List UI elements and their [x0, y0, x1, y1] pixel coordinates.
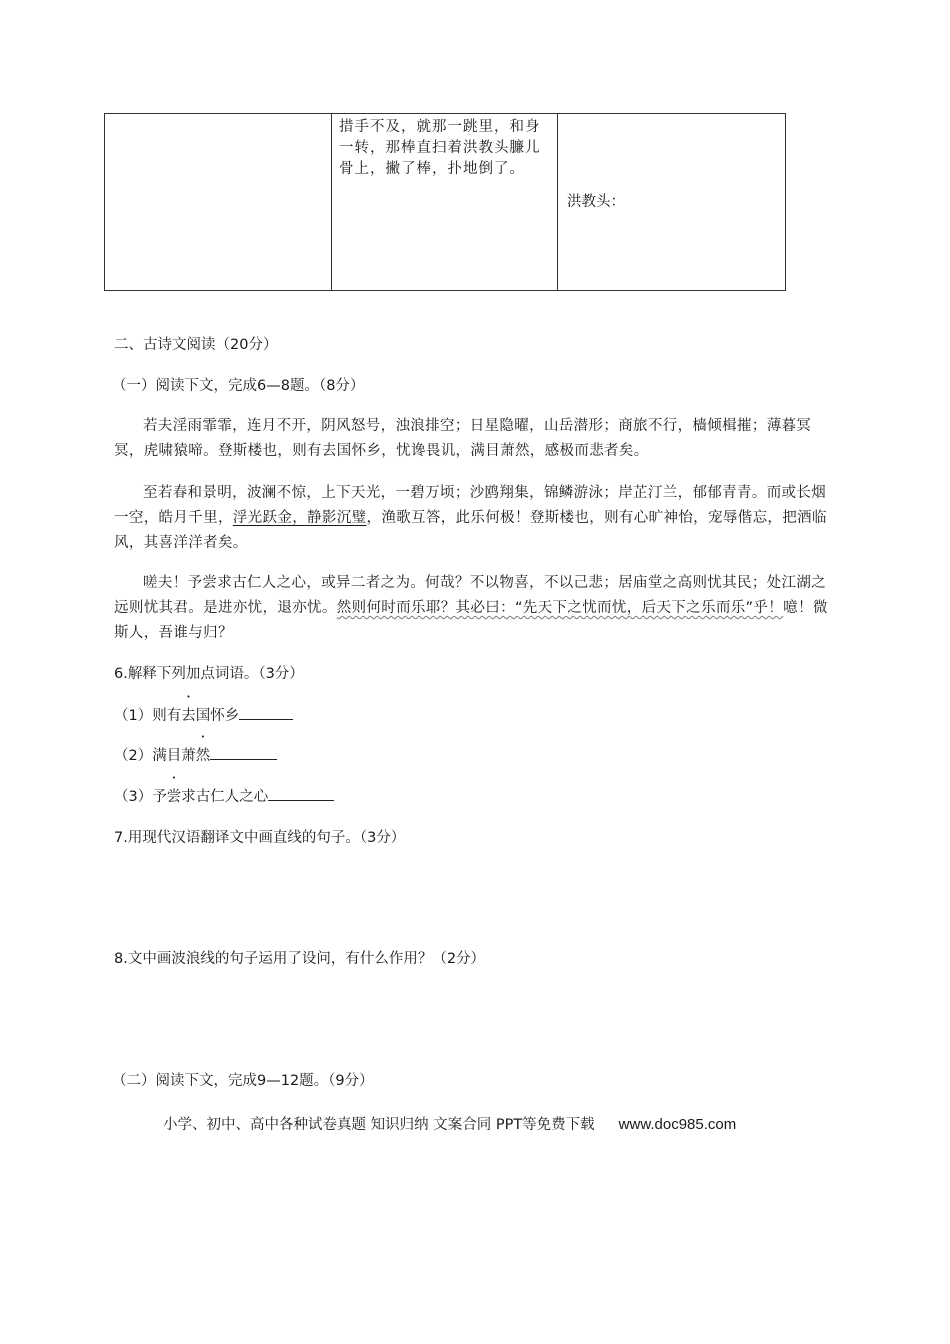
- paragraph-text: 至若春和景明，波澜不惊，上下天光，一碧万顷；沙鸥翔集，锦鳞游泳；岸芷汀兰，郁郁青青。而或长烟一空，皓月千里，: [114, 485, 827, 526]
- underlined-sentence: 浮光跃金，静影沉璧: [232, 510, 367, 526]
- paragraph-text: 噫！微斯人，吾谁与归？: [114, 600, 828, 641]
- table-cell-middle: 措手不及，就那一跳里，和身一转，那棒直扫着洪教头臁儿骨上，撇了棒，扑地倒了。: [332, 114, 558, 291]
- footer-link[interactable]: www.doc985.com: [618, 1116, 737, 1133]
- part2-heading: （二）阅读下文，完成9—12题。（9分）: [112, 1073, 374, 1089]
- paragraph-text: 嗟夫！予尝求古仁人之心，或异二者之为。何哉？不以物喜，不以己悲；居庙堂之高则忧其民；处江湖之远则忧其君。是进亦忧，退亦忧。: [114, 575, 827, 616]
- item-text: 国怀乡: [195, 708, 240, 724]
- question-6-item-1: [114, 704, 293, 729]
- dotted-word: 尝: [166, 789, 182, 805]
- paragraph-text: ，渔歌互答，此乐何极！登斯楼也，则有心旷神怡，宠辱偕忘，把酒临风，其喜洋洋者矣。: [114, 510, 827, 551]
- footer-text: 小学、初中、高中各种试卷真题 知识归纳 文案合同 PPT等免费下载: [163, 1117, 595, 1133]
- question-8: 8.文中画波浪线的句子运用了设问，有什么作用？（2分）: [114, 951, 486, 967]
- wavy-underlined-sentence: 然则何时而乐耶？其必曰：“先天下之忧而忧，后天下之乐而乐”乎！: [336, 600, 784, 616]
- passage-paragraph-3: [114, 571, 838, 646]
- answer-table: [104, 113, 786, 291]
- dotted-word: 然: [195, 748, 211, 764]
- passage-paragraph-2: [114, 481, 838, 556]
- question-6-item-2: [114, 744, 277, 769]
- question-6-item-3: [114, 785, 334, 810]
- question-6: 6.解释下列加点词语。（3分）: [114, 666, 304, 682]
- table-cell-left: [105, 114, 332, 291]
- table-cell-right: 洪教头：: [558, 114, 786, 291]
- part1-heading: （一）阅读下文，完成6—8题。（8分）: [112, 378, 365, 394]
- answer-blank[interactable]: [268, 786, 334, 801]
- section-title: 二、古诗文阅读（20分）: [114, 337, 278, 353]
- question-7: 7.用现代汉语翻译文中画直线的句子。（3分）: [114, 830, 406, 846]
- item-text: （3）予: [114, 789, 167, 805]
- item-text: （2）满目萧: [114, 748, 196, 764]
- passage-paragraph-1: 若夫淫雨霏霏，连月不开，阴风怒号，浊浪排空；日星隐曜，山岳潜形；商旅不行，樯倾楫摧；薄暮冥冥，虎啸猿啼。登斯楼也，则有去国怀乡，忧谗畏讥，满目萧然，感极而悲者矣。: [114, 418, 812, 459]
- item-text: 求古仁人之心: [181, 789, 269, 805]
- dotted-word: 去: [181, 708, 196, 724]
- footer: [163, 1114, 736, 1136]
- answer-blank[interactable]: [239, 705, 293, 720]
- answer-blank[interactable]: [210, 745, 277, 760]
- item-text: （1）则有: [114, 708, 182, 724]
